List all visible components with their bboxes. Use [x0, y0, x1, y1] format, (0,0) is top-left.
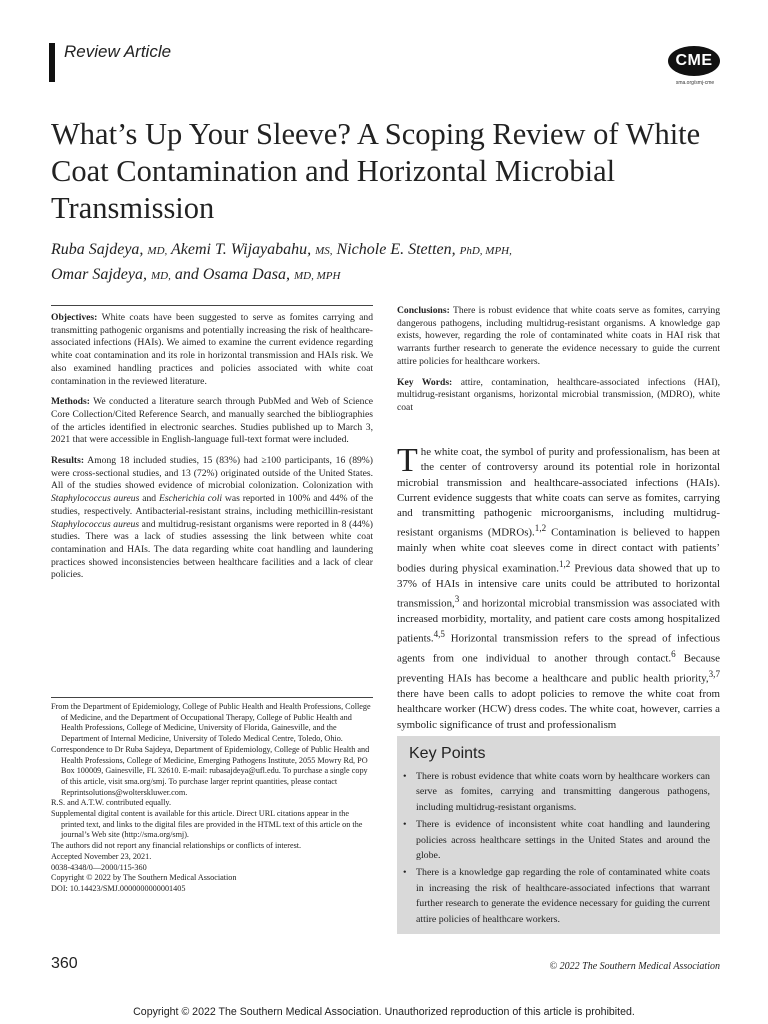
section-marker-bar	[49, 43, 55, 82]
page-number: 360	[51, 955, 78, 972]
supplemental-note: Supplemental digital content is available for this article. Direct URL citations appear in the printed text, and links to the digital files are provided in the HTML text of this article on the journal’s Web site (http://sma.org/smj).	[51, 809, 363, 840]
abstract-results	[51, 455, 373, 582]
abstract-left-column	[51, 312, 373, 590]
bullet-icon: •	[403, 771, 407, 782]
cme-badge-logo: CME	[668, 46, 720, 76]
bullet-icon: •	[403, 867, 407, 879]
citation-ref[interactable]: 1,2	[534, 523, 547, 534]
body-text: Horizontal transmission refers to the spread of infectious agents from one individual to another through contact.	[397, 632, 720, 665]
key-words	[397, 377, 720, 415]
author-degree: MD,	[150, 270, 171, 282]
drop-cap: T	[397, 442, 418, 479]
author-name: and Osama Dasa,	[174, 266, 290, 283]
results-text: and	[139, 493, 159, 505]
section-label: Review Article	[64, 42, 172, 61]
doi: DOI: 10.14423/SMJ.0000000000001405	[51, 883, 186, 893]
key-point-item	[401, 769, 710, 815]
results-text: and multidrug-resistant organisms were reported in 8 (44%) studies. There was a lack of studies assessing the link between white coat contamination and HAIs. The data regarding white coat handling and laundering practices showed inconsistencies between healthcare facilities and a lack of clear policies.	[51, 518, 373, 581]
key-point-item	[401, 865, 710, 927]
methods-label: Methods:	[51, 396, 90, 408]
conflict-note: The authors did not report any financial relationships or conflicts of interest.	[51, 841, 302, 851]
bullet-icon: •	[403, 819, 407, 831]
results-text: Among 18 included studies, 15 (83%) had ≥100 participants, 16 (89%) were cross-sectional studies, and 13 (72%) originated outside of the United States. All of the studies showed evidence of microbial colonization. Colonization with	[51, 455, 373, 492]
key-point-text: There is evidence of inconsistent white coat handling and laundering policies across healthcare settings in the United States and around the globe.	[416, 819, 710, 862]
keywords-text: attire, contamination, healthcare-associated infections (HAI), multidrug-resistant organisms, horizontal microbial transmission, (MDRO), white coat	[397, 376, 720, 413]
author-degree: MS,	[315, 245, 333, 257]
body-text: Contamination is believed to happen mainly when white coat sleeves come in direct contact with patients’ bodies during physical examination.	[397, 527, 720, 575]
article-title: What’s Up Your Sleeve? A Scoping Review of White Coat Contamination and Horizontal Microbial Transmission	[51, 117, 701, 225]
conclusions-label: Conclusions:	[397, 305, 450, 316]
body-text: there have been calls to adopt policies to remove the white coat from healthcare worker (HCW) dress codes. The white coat, however, carries a symbolic significance of trust and professionalism	[397, 687, 720, 731]
body-text: Because preventing HAIs has become a healthcare and public health priority,	[397, 652, 720, 685]
methods-text: We conducted a literature search through PubMed and Web of Science Core Collection/Cited Reference Search, and manually searched the bibliographies of the articles identified in electronic searches. Studies published up to March 3, 2021 that were accessible in English-language full-text format were included.	[51, 396, 373, 446]
abstract-right-column	[397, 305, 720, 423]
affiliations-block	[51, 702, 373, 895]
abstract-objectives	[51, 312, 373, 388]
key-points-list	[401, 769, 710, 929]
citation-ref[interactable]: 3	[454, 593, 460, 604]
body-text: he white coat, the symbol of purity and professionalism, has been at the center of controversy around its potential role in horizontal microbial transmission and healthcare-associated infections (HAIs). Current evidence suggests that white coats can serve as fomites, carrying and transmitting pathogenic microorganisms, including multidrug-resistant organisms (MDROs).	[397, 446, 720, 540]
journal-copyright: © 2022 The Southern Medical Association	[549, 961, 720, 972]
key-point-item	[401, 817, 710, 863]
key-points-title: Key Points	[409, 745, 486, 762]
article-body	[397, 442, 720, 733]
citation-ref[interactable]: 6	[671, 649, 676, 660]
key-points-box	[397, 736, 720, 934]
citation-ref[interactable]: 1,2	[558, 558, 571, 569]
author-list	[51, 238, 731, 288]
correspondence: Correspondence to Dr Ruba Sajdeya, Department of Epidemiology, College of Public Health and Health Professions, College of Medicine, Emerging Pathogens Institute, 2055 Mowry Rd, PO Box 100009, Gainesville, FL 32610. E-mail: rubasajdeya@ufl.edu. To purchase a single copy of this article, visit sma.org/smj. To purchase larger reprint quantities, please contact Reprintsolutions@wolterskluwer.com.	[51, 744, 370, 797]
key-point-text: There is a knowledge gap regarding the role of contaminated white coats in increasing the risk of healthcare-associated infections that warrant further research to generate the evidence necessary for guiding the current attire policies of healthcare workers.	[416, 867, 710, 925]
body-text: and horizontal microbial transmission was associated with increased morbidity, mortality, and patient care costs among hospitalized patients.	[397, 597, 720, 645]
legal-footer: Copyright © 2022 The Southern Medical Association. Unauthorized reproduction of this article is prohibited.	[133, 1006, 635, 1018]
abstract-methods	[51, 396, 373, 447]
author-name: Nichole E. Stetten,	[336, 241, 456, 258]
copyright-line: Copyright © 2022 by The Southern Medical Association	[51, 873, 237, 883]
organism-name: Staphylococcus aureus	[51, 518, 140, 530]
author-name: Akemi T. Wijayabahu,	[171, 241, 312, 258]
issn: 0038-4348/0—2000/115-360	[51, 862, 147, 872]
cme-badge-url: sma.org/smj-cme	[675, 80, 715, 86]
abstract-conclusions	[397, 305, 720, 369]
organism-name: Staphylococcus aureus	[51, 493, 140, 505]
keywords-label: Key Words:	[397, 376, 453, 388]
author-name: Omar Sajdeya,	[51, 266, 147, 283]
key-point-text: There is robust evidence that white coats worn by healthcare workers can serve as fomites, carrying and transmitting dangerous pathogens, including multidrug-resistant organisms.	[416, 771, 710, 813]
author-name: Ruba Sajdeya,	[51, 241, 144, 258]
objectives-label: Objectives:	[51, 312, 98, 323]
citation-ref[interactable]: 3,7	[708, 668, 720, 679]
results-label: Results:	[51, 455, 85, 467]
author-degree: MD, MPH	[293, 270, 341, 282]
contribution-note: R.S. and A.T.W. contributed equally.	[51, 798, 171, 808]
organism-name: Escherichia coli	[158, 493, 223, 505]
affiliations-rule	[51, 697, 373, 698]
author-degree: PhD, MPH,	[459, 245, 512, 257]
results-text: was reported in 100% and 44% of the studies, respectively. Antibacterial-resistant strains, including methicillin-resistant	[51, 493, 373, 517]
affiliation-from: From the Department of Epidemiology, College of Public Health and Health Professions, College of Medicine, and the Department of Occupational Therapy, College of Public Health and Health Professions, College of Medicine, University of Florida, Gainesville, and the Department of Internal Medicine, University of Toledo Medical Centre, Toledo, Ohio.	[51, 702, 371, 744]
abstract-top-rule	[51, 305, 373, 306]
body-text: Previous data showed that up to 37% of HAIs in intensive care units could be attributed to horizontal transmission,	[397, 562, 720, 610]
citation-ref[interactable]: 4,5	[433, 629, 445, 640]
objectives-text: White coats have been suggested to serve as fomites carrying and transmitting pathogenic organisms and potentially increasing the risk of healthcare-associated infections (HAIs). We aimed to examine the current evidence regarding white coat contamination and its role in horizontal transmission and HAIs risk. We also examined handling practices and policies associated with white coat contamination in the reviewed literature.	[51, 312, 373, 387]
conclusions-text: There is robust evidence that white coats serve as fomites, carrying dangerous pathogens, including multidrug-resistant organisms. A knowledge gap exists, however, regarding the role of contaminated white coats in HAI risk that warrants further research to generate the evidence necessary to guide the current attire policies for healthcare workers.	[397, 305, 720, 367]
accepted-date: Accepted November 23, 2021.	[51, 851, 152, 861]
author-degree: MD,	[147, 245, 168, 257]
